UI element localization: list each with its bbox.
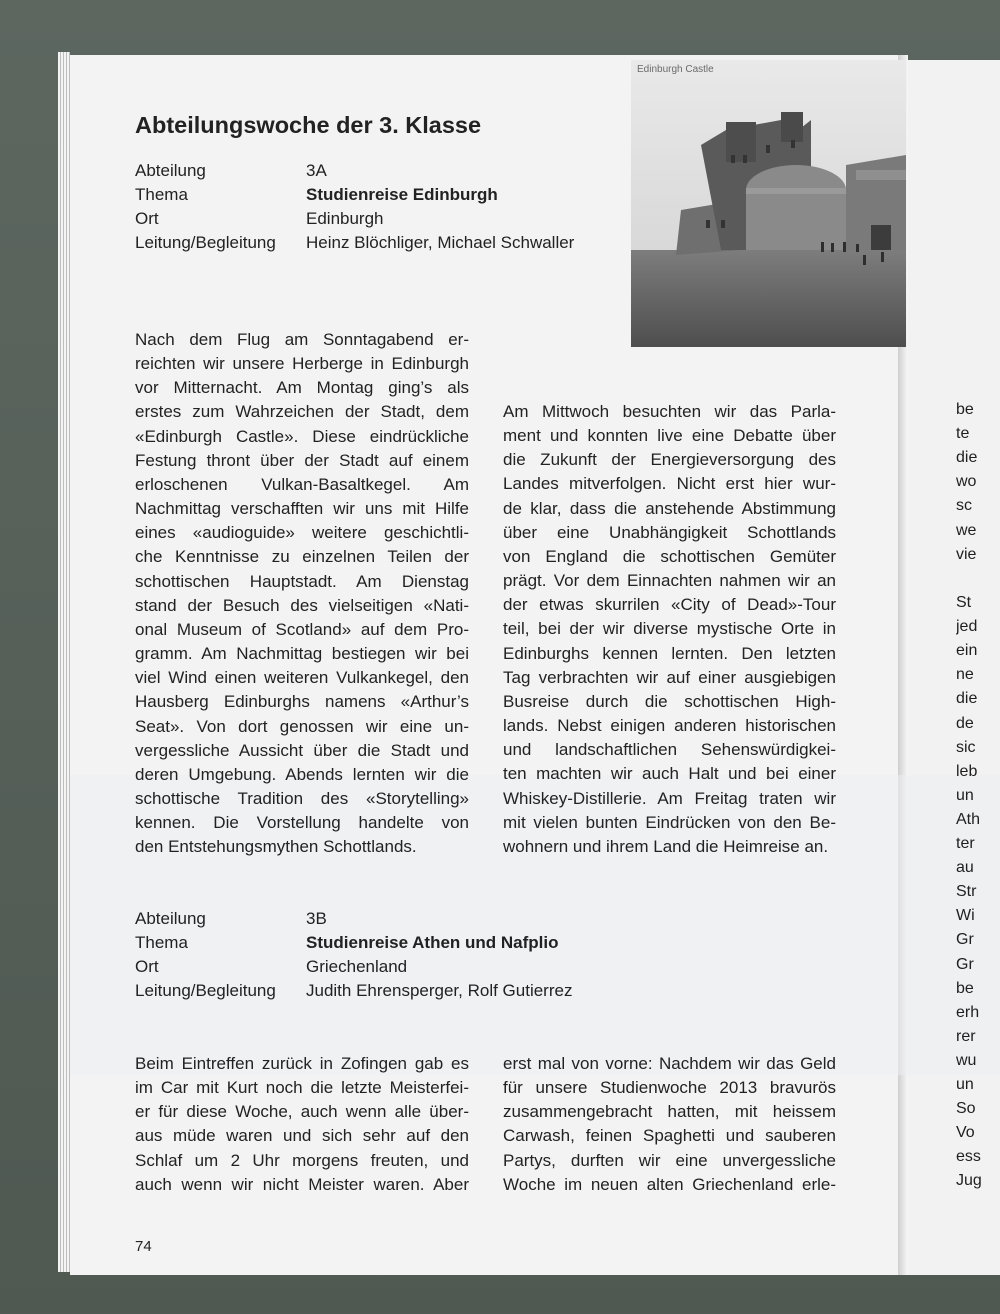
text-line: Festung thront über der Stadt auf einem [135, 450, 469, 470]
next-page-fragment: we [956, 521, 977, 539]
text-line: Nach dem Flug am Sonntagabend er- [135, 330, 469, 349]
info-key: Abteilung [135, 909, 206, 928]
text-line: erst mal von vorne: Nachdem wir das Geld [503, 1054, 836, 1073]
text-line: prägt. Vor dem Einnachten nahmen wir an [503, 571, 836, 591]
info-row-leitung-3b [135, 979, 572, 1003]
text-line: Nachmittag verschafften wir uns mit Hilfe [135, 499, 469, 519]
next-page-fragment: die [956, 449, 978, 467]
text-line: gramm. Am Nachmittag bestiegen wir bei [135, 644, 469, 664]
text-line: Beim Eintreffen zurück in Zofingen gab es [135, 1054, 469, 1073]
text-line: er für diese Woche, auch wenn alle über- [135, 1102, 469, 1122]
text-line: Seat». Von dort genossen wir eine un- [135, 716, 469, 736]
next-page-fragment: So [956, 1100, 976, 1118]
text-line: Edinburghs kennen lernten. Den letzten [503, 643, 836, 663]
info-row-thema-3b [135, 931, 559, 955]
text-line: deren Umgebung. Abends lernten wir die [135, 764, 469, 784]
info-value: 3A [306, 161, 327, 180]
text-line: eines «audioguide» weitere geschichtli- [135, 523, 469, 543]
text-line: viel Wind einen weiteren Vulkankegel, den [135, 668, 469, 688]
next-page-fragment: sc [956, 497, 972, 515]
next-page-fragment: Ath [956, 810, 981, 828]
next-page-fragment: wu [956, 1051, 977, 1069]
text-line: stand der Besuch des vielseitigen «Nati- [135, 595, 469, 615]
text-line: über eine Unabhängigkeit Schottlands [503, 522, 836, 542]
info-key: Ort [135, 209, 159, 228]
photo-caption: Edinburgh Castle [637, 64, 714, 75]
text-column-3a-left [135, 328, 469, 859]
info-row-abteilung-3b [135, 907, 327, 931]
text-line: und landschaftlichen Sehenswürdigkei- [503, 740, 836, 760]
info-value: Edinburgh [306, 209, 384, 228]
text-line: der etwas skurrilen «City of Dead»-Tour [503, 595, 836, 615]
next-page-fragment: ein [956, 642, 978, 660]
next-page-fragment: wo [956, 473, 977, 491]
info-value: Heinz Blöchliger, Michael Schwaller [306, 233, 575, 252]
text-line: mit vielen bunten Eindrücken von den Be- [503, 812, 836, 832]
edinburgh-castle-photo [631, 60, 906, 347]
text-line: zusammengebracht hatten, mit heissem [503, 1102, 836, 1122]
next-page-fragment: St [956, 594, 972, 611]
next-page-fragment: un [956, 786, 974, 804]
next-page-fragment: ter [956, 835, 975, 852]
text-line: vergessliche Aussicht über die Stadt und [135, 740, 469, 760]
next-page-fragment: au [956, 859, 974, 877]
page-number: 74 [135, 1238, 152, 1255]
next-page-fragment: sic [956, 738, 976, 756]
text-line: aus müde waren und sich sehr auf den [135, 1126, 469, 1146]
next-page-fragment: ess [956, 1148, 981, 1166]
text-line: teil, bei der wir diverse mystische Orte in [503, 619, 836, 639]
next-page-fragment: Gr [956, 931, 974, 949]
info-key: Thema [135, 933, 188, 952]
info-row-ort-3a [135, 207, 384, 231]
next-page-fragment: de [956, 714, 974, 732]
text-line: de klar, dass die anstehende Abstimmung [503, 498, 836, 518]
next-page-fragment: Vo [956, 1124, 975, 1142]
info-key: Abteilung [135, 161, 206, 180]
text-line: Carwash, feinen Spaghetti und sauberen [503, 1126, 836, 1146]
text-line: kennen. Die Vorstellung handelte von [135, 813, 469, 833]
text-line: auch wenn wir nicht Meister waren. Aber [135, 1174, 469, 1194]
info-value: Studienreise Athen und Nafplio [306, 933, 559, 952]
text-line: Hausberg Edinburghs namens «Arthur’s [135, 692, 469, 712]
info-key: Thema [135, 185, 188, 204]
next-page-fragment: Wi [956, 907, 975, 925]
text-line: schottischen Hauptstadt. Am Dienstag [135, 571, 469, 591]
text-line: lands. Nebst einigen anderen historischen [503, 716, 836, 736]
text-line: den Entstehungsmythen Schottlands. [135, 837, 417, 857]
text-line: wohnern und ihrem Land die Heimreise an. [503, 836, 829, 856]
text-line: ten machten wir auch Halt und bei einer [503, 764, 836, 784]
text-line: onal Museum of Scotland» auf dem Pro- [135, 619, 469, 639]
info-key: Leitung/Begleitung [135, 233, 276, 252]
next-page-fragment: te [956, 425, 970, 443]
next-page-fragment: erh [956, 1003, 980, 1021]
next-page-fragment: be [956, 401, 974, 418]
next-page-fragment: rer [956, 1027, 976, 1045]
next-page-fragment: be [956, 979, 974, 997]
text-line: ment und konnten live eine Debatte über [503, 426, 836, 446]
text-column-3b-right [503, 1052, 836, 1197]
text-line: Whiskey-Distillerie. Am Freitag traten wir [503, 788, 836, 808]
next-page-fragment: Str [956, 883, 977, 901]
text-line: schottische Tradition des «Storytelling» [135, 788, 469, 808]
text-line: für unsere Studienwoche 2013 bravurös [503, 1078, 836, 1098]
text-line: Am Mittwoch besuchten wir das Parla- [503, 402, 836, 421]
next-page-fragment: vie [956, 545, 977, 563]
text-line: erstes zum Wahrzeichen der Stadt, dem [135, 402, 469, 422]
next-page-fragment: die [956, 690, 978, 708]
info-row-abteilung-3a [135, 159, 327, 183]
info-key: Leitung/Begleitung [135, 981, 276, 1000]
text-column-3a-right [503, 400, 836, 859]
info-value: Studienreise Edinburgh [306, 185, 498, 204]
text-line: im Car mit Kurt noch die letzte Meisterfei- [135, 1078, 469, 1098]
text-line: vor Mitternacht. Am Montag ging’s als [135, 378, 469, 398]
info-row-thema-3a [135, 183, 498, 207]
page-stack-edge [58, 52, 70, 1272]
info-key: Ort [135, 957, 159, 976]
text-line: Tag verbrachten wir auf einer ausgiebigen [503, 667, 836, 687]
text-line: Woche im neuen alten Griechenland erle- [503, 1174, 836, 1194]
text-line: Schlaf um 2 Uhr morgens freuten, und [135, 1150, 469, 1170]
text-line: erloschenen Vulkan-Basaltkegel. Am [135, 474, 469, 494]
page-title: Abteilungswoche der 3. Klasse [135, 112, 482, 138]
next-page-fragment: un [956, 1076, 974, 1093]
text-column-3b-left [135, 1052, 469, 1197]
info-value: Judith Ehrensperger, Rolf Gutierrez [306, 981, 573, 1000]
next-page-fragment: Jug [956, 1172, 982, 1190]
next-page-fragment: jed [956, 618, 978, 636]
info-value: 3B [306, 909, 327, 928]
text-line: von England die schottischen Gemüter [503, 546, 836, 566]
text-line: reichten wir unsere Herberge in Edinburgh [135, 354, 469, 374]
text-line: «Edinburgh Castle». Diese eindrückliche [135, 426, 469, 446]
text-line: Partys, durften wir eine unvergessliche [503, 1150, 836, 1170]
next-page-fragment: leb [956, 762, 978, 780]
next-page-fragment: ne [956, 666, 974, 684]
text-line: che Kenntnisse zu einzelnen Teilen der [135, 547, 469, 567]
next-page-fragment: Gr [956, 955, 974, 973]
text-line: die Zukunft der Energieversorgung des [503, 450, 836, 470]
info-row-ort-3b [135, 955, 407, 979]
info-row-leitung-3a [135, 231, 574, 255]
info-value: Griechenland [306, 957, 408, 976]
text-line: Landes mitverfolgen. Nicht erst hier wur- [503, 474, 836, 494]
text-line: Busreise durch die schottischen High- [503, 691, 836, 711]
